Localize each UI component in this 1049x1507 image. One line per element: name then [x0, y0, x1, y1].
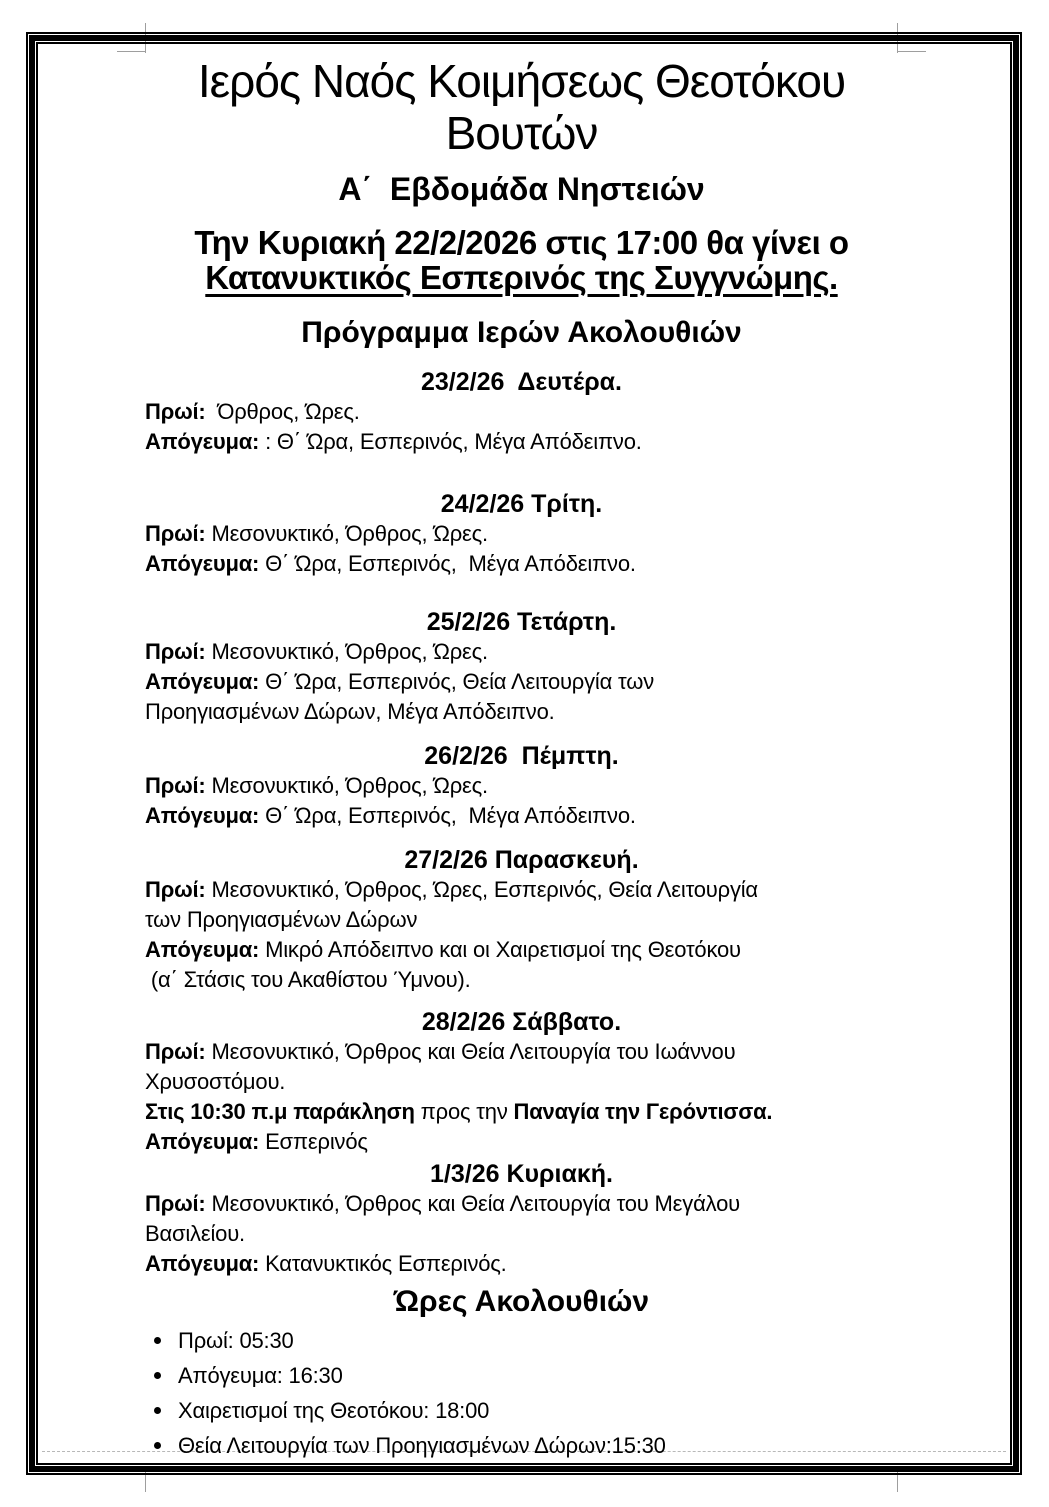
schedule-line	[145, 1219, 898, 1249]
schedule-text: Μεσονυκτικό, Όρθρος, Ώρες.	[205, 639, 488, 664]
bullet-icon	[154, 1407, 161, 1414]
schedule-text: Χρυσοστόμου.	[145, 1069, 286, 1094]
schedule-line	[145, 935, 898, 965]
schedule-text: Βασιλείου.	[145, 1221, 245, 1246]
schedule-line	[145, 697, 898, 727]
bullet-icon	[154, 1372, 161, 1379]
schedule-text: Μεσονυκτικό, Όρθρος και Θεία Λειτουργία του Ιωάννου	[205, 1039, 736, 1064]
schedule-line	[145, 875, 898, 905]
day-block	[145, 1007, 898, 1157]
hours-list	[145, 1323, 898, 1463]
schedule-label: Πρωί:	[145, 1039, 206, 1064]
schedule-text: Μεσονυκτικό, Όρθρος και Θεία Λειτουργία του Μεγάλου	[205, 1191, 740, 1216]
day-heading: 23/2/26 Δευτέρα.	[421, 368, 622, 396]
schedule-text: Μικρό Απόδειπνο και οι Χαιρετισμοί της Θεοτόκου	[259, 937, 741, 962]
page-border-outer	[26, 32, 1022, 1475]
schedule-label: Πρωί:	[145, 1191, 206, 1216]
page-title	[145, 55, 898, 159]
hours-item	[145, 1428, 898, 1463]
schedule-text: Προηγιασμένων Δώρων, Μέγα Απόδειπνο.	[145, 699, 555, 724]
schedule-line	[145, 1097, 898, 1127]
day-heading: 24/2/26 Τρίτη.	[440, 490, 603, 518]
day-heading: 25/2/26 Τετάρτη.	[426, 608, 617, 636]
schedule-label: Πρωί:	[145, 877, 206, 902]
schedule-line	[145, 667, 898, 697]
schedule-label: Απόγευμα:	[145, 429, 260, 454]
schedule-line	[145, 549, 898, 579]
day-heading: 26/2/26 Πέμπτη.	[424, 742, 619, 770]
schedule-text: Μεσονυκτικό, Όρθρος, Ώρες.	[205, 773, 488, 798]
week-subtitle: Α΄ Εβδομάδα Νηστειών	[338, 171, 705, 207]
schedule-line	[145, 965, 898, 995]
hours-heading: Ώρες Ακολουθιών	[393, 1285, 650, 1318]
schedule-label: Απόγευμα:	[145, 669, 260, 694]
schedule-text: των Προηγιασμένων Δώρων	[145, 907, 418, 932]
day-block	[145, 607, 898, 727]
schedule-text: (α΄ Στάσις του Ακαθίστου Ύμνου).	[145, 967, 471, 992]
schedule-label: Παναγία την Γερόντισσα.	[513, 1099, 773, 1124]
schedule-line	[145, 1127, 898, 1157]
schedule-line	[145, 397, 898, 427]
schedule-line	[145, 519, 898, 549]
schedule-text: Εσπερινός	[259, 1129, 368, 1154]
vespers-announcement	[145, 225, 898, 295]
page-border-inner	[36, 42, 1012, 1465]
schedule-label: Στις 10:30 π.μ παράκληση	[145, 1099, 415, 1124]
hours-item	[145, 1323, 898, 1358]
schedule-text: προς την	[414, 1099, 514, 1124]
day-block	[145, 1159, 898, 1279]
schedule-text: Μεσονυκτικό, Όρθρος, Ώρες.	[205, 521, 488, 546]
schedule-label: Απόγευμα:	[145, 551, 260, 576]
schedule-text: Θ΄ Ώρα, Εσπερινός, Θεία Λειτουργία των	[259, 669, 654, 694]
day-block	[145, 845, 898, 995]
hours-item-text: Χαιρετισμοί της Θεοτόκου: 18:00	[178, 1398, 490, 1423]
schedule-label: Απόγευμα:	[145, 1251, 260, 1276]
bullet-icon	[154, 1337, 161, 1344]
hours-item	[145, 1393, 898, 1428]
schedule-line	[145, 427, 898, 457]
schedule-line	[145, 771, 898, 801]
schedule-label: Πρωί:	[145, 639, 206, 664]
hours-item-text: Θεία Λειτουργία των Προηγιασμένων Δώρων:15:30	[178, 1433, 666, 1458]
schedule-text: Μεσονυκτικό, Όρθρος, Ώρες, Εσπερινός, Θεία Λειτουργία	[205, 877, 758, 902]
day-block	[145, 367, 898, 457]
schedule-line	[145, 637, 898, 667]
page-title-line1: Ιερός Ναός Κοιμήσεως Θεοτόκου	[197, 55, 846, 107]
schedule-label: Πρωί:	[145, 521, 206, 546]
schedule-line	[145, 905, 898, 935]
schedule-text: Θ΄ Ώρα, Εσπερινός, Μέγα Απόδειπνο.	[259, 551, 636, 576]
page-title-line2: Βουτών	[445, 107, 598, 159]
hours-item	[145, 1358, 898, 1393]
schedule-label: Πρωί:	[145, 773, 206, 798]
schedule-text: Κατανυκτικός Εσπερινός.	[259, 1251, 507, 1276]
schedule-label: Πρωί:	[145, 399, 206, 424]
hours-item-text: Πρωί: 05:30	[178, 1328, 294, 1353]
schedule-text: : Θ΄ Ώρα, Εσπερινός, Μέγα Απόδειπνο.	[259, 429, 642, 454]
schedule-line	[145, 801, 898, 831]
day-heading: 28/2/26 Σάββατο.	[421, 1008, 622, 1036]
bullet-icon	[154, 1442, 161, 1449]
day-heading: 1/3/26 Κυριακή.	[430, 1160, 613, 1188]
day-block	[145, 741, 898, 831]
schedule-label: Απόγευμα:	[145, 803, 260, 828]
schedule-label: Απόγευμα:	[145, 937, 260, 962]
document-content	[145, 55, 898, 1463]
day-block	[145, 489, 898, 579]
hours-item-text: Απόγευμα: 16:30	[178, 1363, 343, 1388]
days-list	[145, 367, 898, 1279]
day-heading: 27/2/26 Παρασκευή.	[404, 846, 639, 874]
vespers-announcement-line1: Την Κυριακή 22/2/2026 στις 17:00 θα γίνει ο	[194, 224, 849, 261]
schedule-text: Θ΄ Ώρα, Εσπερινός, Μέγα Απόδειπνο.	[259, 803, 636, 828]
program-heading: Πρόγραμμα Ιερών Ακολουθιών	[301, 316, 742, 349]
vespers-announcement-line2: Κατανυκτικός Εσπερινός της Συγγνώμης.	[205, 259, 838, 296]
schedule-label: Απόγευμα:	[145, 1129, 260, 1154]
schedule-line	[145, 1189, 898, 1219]
schedule-line	[145, 1249, 898, 1279]
schedule-line	[145, 1067, 898, 1097]
schedule-line	[145, 1037, 898, 1067]
schedule-text: Όρθρος, Ώρες.	[205, 399, 360, 424]
page-border-middle	[29, 35, 1019, 1472]
